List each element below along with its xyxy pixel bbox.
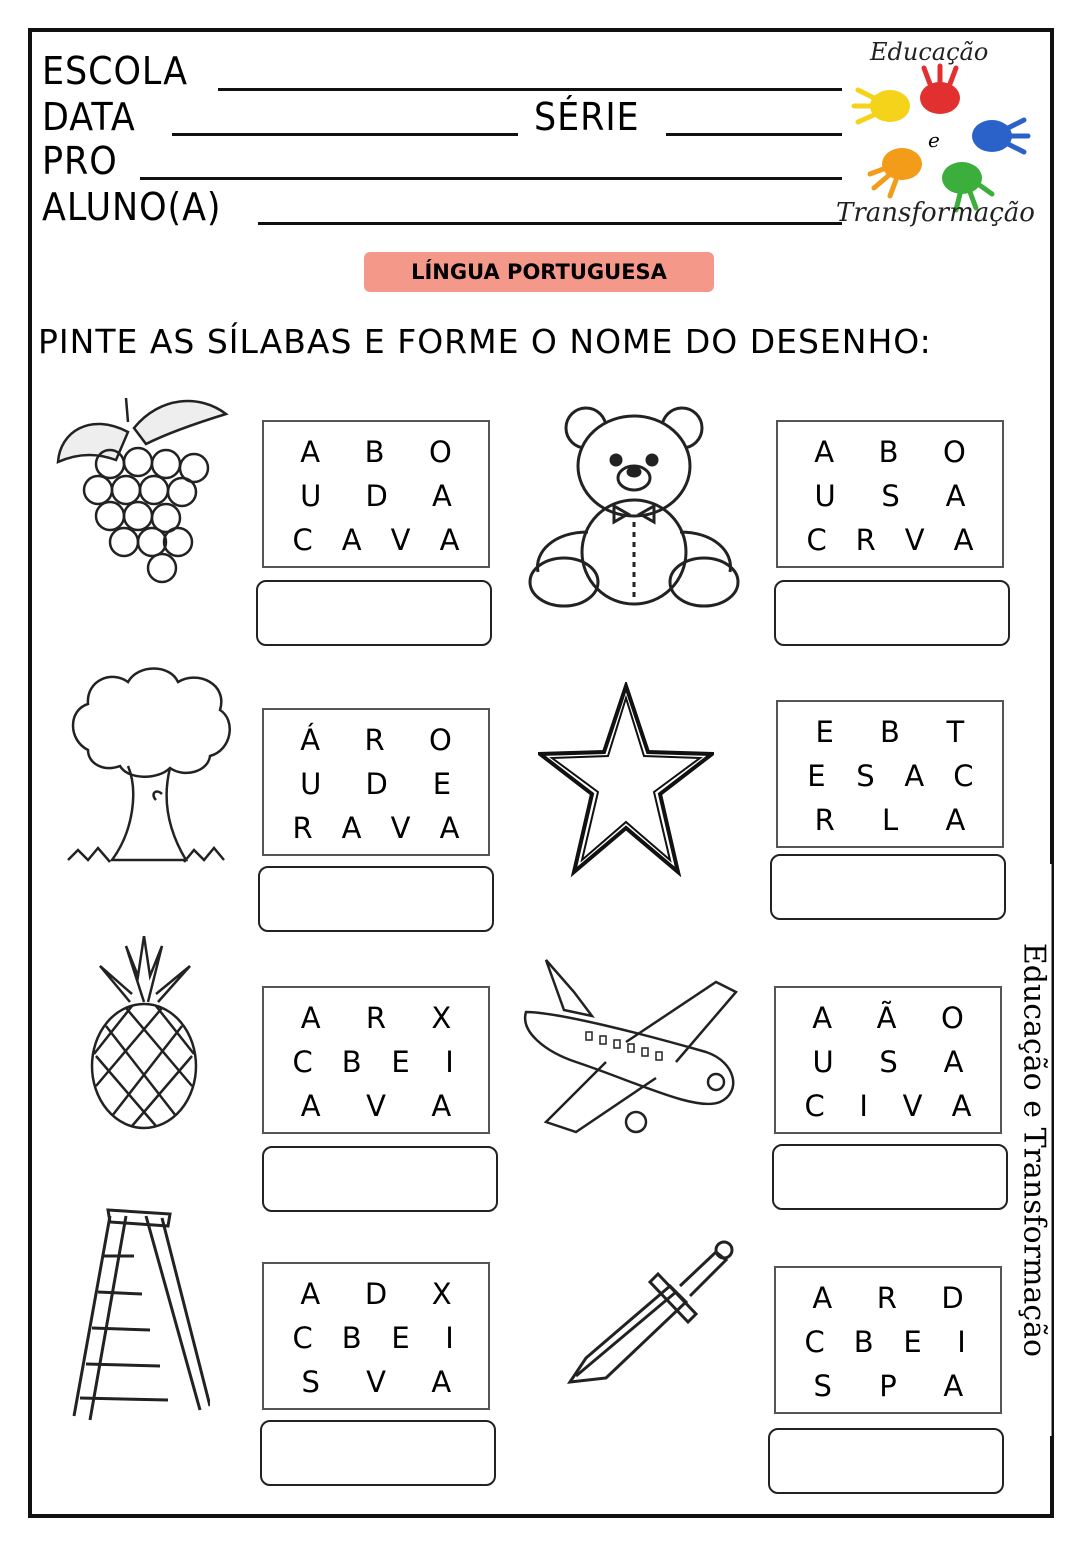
syllable-box — [262, 420, 490, 568]
teacher-field[interactable] — [140, 177, 842, 180]
syllable[interactable]: P — [879, 1369, 897, 1403]
logo-top-text: Educação — [870, 38, 989, 66]
syllable[interactable]: S — [856, 759, 875, 793]
syllable[interactable]: A — [945, 803, 966, 837]
syllable[interactable]: E — [903, 1325, 922, 1359]
syllable-row — [264, 1272, 488, 1316]
syllable-row — [264, 806, 488, 850]
school-field[interactable] — [218, 88, 842, 91]
side-watermark: Educação e Transformação — [1017, 864, 1052, 1436]
syllable[interactable]: E — [432, 767, 452, 801]
syllable[interactable]: C — [804, 1325, 825, 1359]
teddy-bear-icon — [524, 402, 744, 612]
syllable[interactable]: V — [902, 1089, 923, 1123]
sword-icon — [566, 1238, 734, 1390]
syllable-row — [778, 518, 1002, 562]
student-field[interactable] — [258, 222, 842, 225]
syllable[interactable]: B — [853, 1325, 874, 1359]
syllable-box — [774, 1266, 1002, 1414]
syllable[interactable]: I — [859, 1089, 868, 1123]
syllable[interactable]: E — [815, 715, 834, 749]
syllable[interactable]: L — [881, 803, 899, 837]
answer-box[interactable] — [262, 1146, 498, 1212]
syllable[interactable]: A — [300, 1089, 321, 1123]
syllable[interactable]: R — [855, 523, 876, 557]
syllable[interactable]: C — [953, 759, 974, 793]
ladder-icon — [70, 1206, 210, 1424]
syllable[interactable]: D — [364, 1277, 388, 1311]
syllable[interactable]: A — [439, 523, 460, 557]
syllable[interactable]: A — [945, 479, 966, 513]
answer-box[interactable] — [260, 1420, 496, 1486]
syllable-row — [776, 996, 1000, 1040]
syllable-box — [774, 986, 1002, 1134]
syllable[interactable]: S — [881, 479, 900, 513]
syllable[interactable]: A — [943, 1045, 964, 1079]
syllable-row — [778, 754, 1002, 798]
syllable[interactable]: A — [951, 1089, 972, 1123]
subject-badge: LÍNGUA PORTUGUESA — [364, 252, 714, 292]
syllable[interactable]: T — [946, 715, 965, 749]
syllable[interactable]: R — [876, 1281, 897, 1315]
syllable[interactable]: A — [300, 1277, 321, 1311]
syllable[interactable]: A — [953, 523, 974, 557]
answer-box[interactable] — [258, 866, 494, 932]
syllable-row — [776, 1084, 1000, 1128]
syllable-row — [264, 1316, 488, 1360]
syllable[interactable]: B — [878, 435, 899, 469]
syllable[interactable]: R — [814, 803, 835, 837]
syllable[interactable]: Ã — [876, 1001, 897, 1035]
student-label: ALUNO(A) — [42, 185, 222, 229]
syllable-row — [778, 798, 1002, 842]
star-icon — [538, 682, 714, 878]
tree-icon — [58, 660, 238, 890]
syllable[interactable]: C — [806, 523, 827, 557]
answer-box[interactable] — [768, 1428, 1004, 1494]
syllable[interactable]: A — [439, 811, 460, 845]
syllable-box — [262, 708, 490, 856]
syllable-row — [264, 474, 488, 518]
syllable[interactable]: C — [292, 1045, 313, 1079]
syllable[interactable]: I — [445, 1321, 454, 1355]
syllable[interactable]: A — [432, 479, 452, 513]
syllable[interactable]: D — [365, 767, 388, 801]
syllable[interactable]: I — [957, 1325, 966, 1359]
syllable-row — [264, 1360, 488, 1404]
syllable[interactable]: A — [341, 811, 362, 845]
syllable-row — [264, 1084, 488, 1128]
syllable-row — [778, 710, 1002, 754]
syllable-row — [776, 1040, 1000, 1084]
answer-box[interactable] — [770, 854, 1006, 920]
syllable[interactable]: A — [431, 1089, 452, 1123]
date-field[interactable] — [172, 133, 518, 136]
syllable-row — [264, 718, 488, 762]
syllable[interactable]: X — [431, 1277, 452, 1311]
syllable[interactable]: R — [365, 1001, 387, 1035]
syllable-row — [776, 1364, 1000, 1408]
syllable[interactable]: V — [366, 1365, 386, 1399]
syllable[interactable]: A — [814, 435, 835, 469]
instruction-text: PINTE AS SÍLABAS E FORME O NOME DO DESENHO: — [38, 322, 932, 361]
syllable[interactable]: C — [292, 523, 313, 557]
date-label: DATA — [42, 95, 136, 139]
logo-middle-text: e — [928, 128, 940, 152]
syllable-row — [264, 430, 488, 474]
grade-field[interactable] — [666, 133, 842, 136]
syllable[interactable]: A — [904, 759, 925, 793]
syllable[interactable]: A — [300, 435, 321, 469]
syllable[interactable]: S — [301, 1365, 320, 1399]
syllable[interactable]: A — [943, 1369, 964, 1403]
syllable-row — [778, 474, 1002, 518]
logo — [830, 36, 1050, 236]
syllable[interactable]: X — [431, 1001, 452, 1035]
syllable[interactable]: Á — [300, 723, 321, 757]
syllable[interactable]: O — [428, 435, 452, 469]
syllable-row — [264, 518, 488, 562]
syllable[interactable]: A — [812, 1281, 833, 1315]
syllable[interactable]: U — [300, 479, 322, 513]
syllable[interactable]: A — [431, 1365, 452, 1399]
syllable-row — [264, 996, 488, 1040]
syllable[interactable]: R — [364, 723, 385, 757]
answer-box[interactable] — [256, 580, 492, 646]
syllable[interactable]: R — [292, 811, 313, 845]
syllable[interactable]: S — [813, 1369, 832, 1403]
syllable-row — [776, 1320, 1000, 1364]
syllable[interactable]: V — [904, 523, 925, 557]
syllable-row — [778, 430, 1002, 474]
school-label: ESCOLA — [42, 49, 188, 93]
syllable-box — [776, 420, 1004, 568]
teacher-label: PRO — [42, 139, 118, 183]
syllable[interactable]: V — [366, 1089, 386, 1123]
syllable[interactable]: V — [390, 523, 411, 557]
syllable[interactable]: O — [942, 435, 966, 469]
syllable[interactable]: V — [390, 811, 411, 845]
syllable-row — [264, 762, 488, 806]
syllable[interactable]: B — [880, 715, 900, 749]
grade-label: SÉRIE — [534, 95, 640, 139]
syllable[interactable]: D — [941, 1281, 964, 1315]
syllable[interactable]: A — [341, 523, 362, 557]
grapes-icon — [50, 392, 230, 592]
answer-box[interactable] — [774, 580, 1010, 646]
syllable[interactable]: B — [341, 1321, 362, 1355]
syllable[interactable]: A — [300, 1001, 321, 1035]
syllable[interactable]: U — [300, 767, 322, 801]
syllable[interactable]: A — [812, 1001, 833, 1035]
syllable-row — [264, 1040, 488, 1084]
syllable[interactable]: D — [365, 479, 388, 513]
syllable[interactable]: O — [940, 1001, 964, 1035]
syllable-box — [262, 1262, 490, 1410]
syllable[interactable]: I — [445, 1045, 454, 1079]
logo-bottom-text: Transformação — [836, 198, 1035, 228]
syllable[interactable]: U — [812, 1045, 834, 1079]
syllable[interactable]: C — [292, 1321, 313, 1355]
syllable[interactable]: E — [807, 759, 826, 793]
airplane-icon — [516, 952, 752, 1150]
syllable[interactable]: E — [391, 1045, 410, 1079]
syllable[interactable]: S — [879, 1045, 898, 1079]
syllable[interactable]: B — [364, 435, 385, 469]
syllable[interactable]: C — [804, 1089, 825, 1123]
answer-box[interactable] — [772, 1144, 1008, 1210]
syllable-box — [776, 700, 1004, 848]
syllable[interactable]: U — [814, 479, 836, 513]
syllable[interactable]: E — [391, 1321, 410, 1355]
syllable-box — [262, 986, 490, 1134]
pineapple-icon — [86, 936, 204, 1132]
syllable[interactable]: B — [341, 1045, 362, 1079]
syllable[interactable]: O — [428, 723, 452, 757]
syllable-row — [776, 1276, 1000, 1320]
